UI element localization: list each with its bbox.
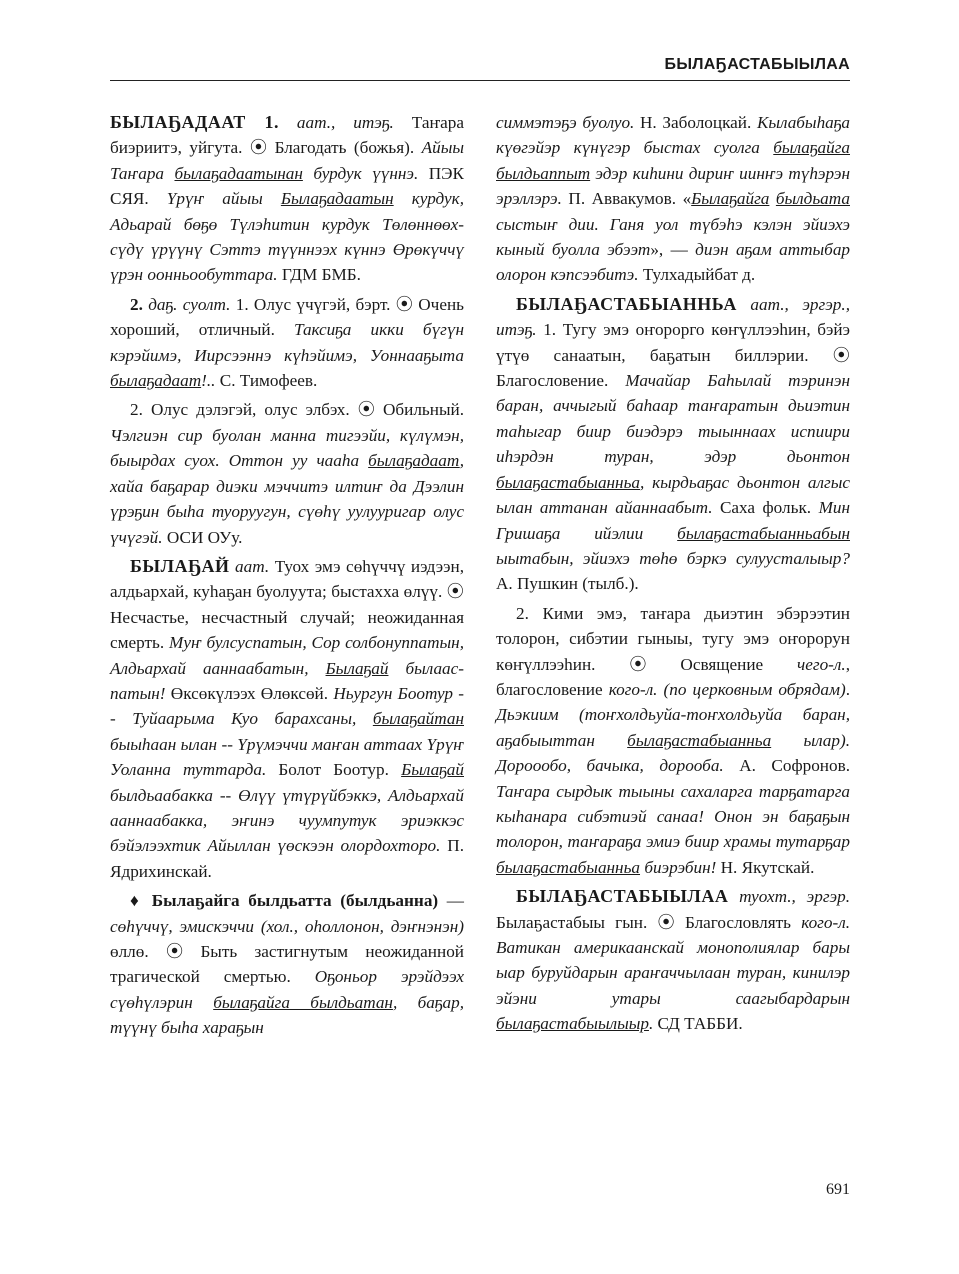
sense-bylagadaat-2-2: 2. Олус дэлэгэй, олус элбэх. ⦿ Обильный. Чэлгиэн сир буолан манна тигээйи, күлүмэн, быырдах суох. Оттон уу чааһа былаҕадаат, хайа баҕарар диэки мэччитэ илтиҥ да Дээлин үрэҕин быһа туоруугун, сүөһү уулуурuгар олус үчүгэй. ОСИ ОУу. [110,400,464,547]
page-number: 691 [826,1181,850,1198]
entry-bylagai: БЫЛАҔАЙ аат. Туох эмэ сөһүччү иэдээн, алдьархай, куһаҕан буолуута; быстахха өлүү. ⦿ Несчастье, несчастный случай; неожиданная смерть. Муҥ булсуспатын, Сор солбонуппатын, Алдьархай ааннаабатын, Былаҕай былаас-патын! Өксөкүлээх Өлөксөй. Ньургун Боотур -- Туйаарыма Куо барахсаны, былаҕайтан быыһаан ылан -- Үрүмэччи маҥан аттаах Үрүҥ Уоланна туттарда. Болот Боотур. Былаҕай былдьаабакка -- Өлүү үтүрүйбэккэ, Алдьархай ааннаабакка, эҥинэ чуумпутук эриэккэс бэйэлээхтик Айыллан үөскээн олордохторо. П. Ядрихинскай. [110,555,465,881]
entry-bylagadaat-1: БЫЛАҔАДААТ 1. аат., итэҕ. Таҥара биэриитэ, уйгута. ⦿ Благодать (божья). Айыы Таҥара былаҕадаатынан бурдук үүннэ. ПЭК СЯЯ. Үрүҥ айыы Былаҕадаатын курдук, Адьарай бөҕө Түлэһитин курдук Төлөннөөх-сүдү үрүүнү Сэттэ түүннээх күннэ Өрөкүччү үрэн оонньообуттара. ГДМ БМБ. [110,112,465,285]
headword: БЫЛАҔАСТАБЫАННЬА [516,293,737,314]
sense-bylagastabyanna-2: 2. Кими эмэ, таҥара дьиэтин эбэрээтин толорон, сибэтии гыныы, тугу эмэ оҥорорун көҥүллээһин. ⦿ Освящение чего-л., благословение кого-л. (по церковным обрядам). Дьэкиим (тоҥхолдьуйа-тоҥхолдьуйа баран, аҕабыыттан былаҕастабыанньа ылар). Дороообо, бачыка, дорооба. А. Софронов. Таҥара сырдык тыыны сахаларга тарҕатарга кыһанара сибэтиэй санаа! Онон эн баҕаҕын толорон, таҥараҕа эмиэ биир храмы тутарҕар былаҕастабыанньа биэрэбин! Н. Якутскай. [496,603,851,877]
headword: БЫЛАҔАДААТ 1. [110,112,279,132]
phrase-bylagaiga-byldatta: ♦ Былаҕайга былдьатта (былдьанна) — сөһүччү, эмискэччи (хол., оһоллонон, дэҥнэнэн) өллө. ⦿ Быть застигнутым неожиданной трагической смертью. Оҕоньор эрэйдээх сүөһүлэрин былаҕайга былдьатан, баҕар, түүнү быһа хараҕын [110,891,465,1038]
headword: БЫЛАҔАЙ [130,555,230,576]
right-column [496,110,850,1045]
entry-bylagastabyylaa: БЫЛАҔАСТАБЫЫЛАА туохт., эргэр. Былаҕастабыы гын. ⦿ Благословлять кого-л. Ватикан америкаанскай монополиялар бары ыар буруйдарын араҥаччылаан туран, кинилэр эйэни утары саагыбардарын былаҕастабыылыыр. СД ТАББИ. [496,886,850,1034]
headword: БЫЛАҔАСТАБЫЫЛАА [516,886,729,907]
dictionary-columns [110,110,850,1045]
page-header [110,52,850,81]
continuation-paragraph: симмэтэҕэ буолуо. Н. Заболоцкай. Кылабыһаҕа күөгэйэр күнүгэр быстах суолга былаҕайга былдьаппыт эдэр киһини дириҥ иинҥэ түһэрэн эрэллэрэ. П. Аввакумов. «Былаҕайга былдьата сыстыҥ дии. Ганя уол түбэһэ кэлэн эйиэхэ кыный буолла эбээт», — диэн аҕам аттыбар олорон кэпсээбитэ. Тулхадыйбат д. [496,113,851,285]
running-head: БЫЛАҔАСТАБЫЫЛАА [664,56,850,73]
sense-bylagadaat-2: 2. даҕ. суолт. 1. Олус үчүгэй, бэрт. ⦿ Очень хороший, отличный. Таксиҕа икки бүгүн кэрэйимэ, Иирсээннэ күһэйимэ, Уоннааҕыта былаҕадаат!.. С. Тимофеев. [110,294,464,391]
entry-bylagastabyanna: БЫЛАҔАСТАБЫАННЬА аат., эргэр., итэҕ. 1. Тугу эмэ оҥорорго көҥүллээһин, бэйэ үтүө санаатын, баҕатын биллэрии. ⦿ Благословение. Мачайар Баһылай тэринэн баран, аччыгый баһаар таҥаратын дьиэтин таһыгар биир биэдэрэ тыыннаах испиири иһэрдэн туран, эдэр дьонтон былаҕастабыанньа, кырдьаҕас дьонтон алгыс ылан аттанан айаннаабыт. Саха фольк. Мин Гришаҕа ийэлии былаҕастабыанньабын ыытабын, эйиэхэ төһө бэркэ сулуусталыыр? А. Пушкин (тылб.). [496,293,851,594]
left-column [110,110,464,1045]
